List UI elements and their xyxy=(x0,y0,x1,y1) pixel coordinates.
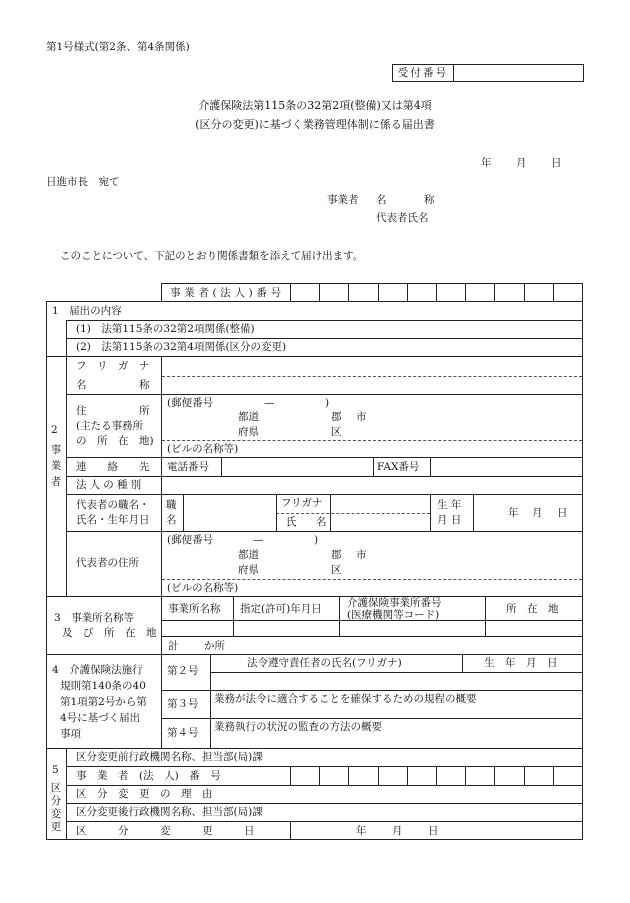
s1-option-1[interactable]: (1) 法第115条の32第2項関係(整備) xyxy=(76,323,255,335)
shi-label: 市 xyxy=(356,411,367,423)
address-label-3: の 所 在 地) xyxy=(76,435,154,447)
s4-birth-label: 生 年 月 日 xyxy=(484,657,558,669)
addressee: 日進市長 宛て xyxy=(46,176,120,188)
tel-label: 電話番号 xyxy=(167,461,209,473)
s4-no2: 第２号 xyxy=(167,665,199,677)
postal-label: (郵便番号 xyxy=(167,397,214,409)
gun-label: 郡 xyxy=(331,411,342,423)
address-label-1: 住 所 xyxy=(76,405,150,417)
rep-ku-label: 区 xyxy=(331,564,342,576)
s4-no3: 第３号 xyxy=(167,698,199,710)
rep-postal-dash: — xyxy=(253,534,264,546)
rep-address-label: 代表者の住所 xyxy=(76,557,139,569)
rep-postal-label: (郵便番号 xyxy=(167,534,214,546)
address-label-2: (主たる事務所 xyxy=(76,420,144,432)
operator-label: 事業者 xyxy=(327,194,359,206)
digit-box-divider xyxy=(378,283,379,301)
operator-name-label-2: 称 xyxy=(424,194,435,206)
s4-label-3: 第1項第2号から第 xyxy=(60,696,147,708)
rep-gun-label: 郡 xyxy=(331,549,342,561)
fax-label: FAX番号 xyxy=(377,461,420,473)
digit-box-divider xyxy=(348,283,349,301)
s4-label-4: 4号に基づく届出 xyxy=(60,712,141,724)
s5-date-label: 区 分 変 更 日 xyxy=(76,825,255,837)
s3-col-name: 事業所名称 xyxy=(168,603,221,615)
rep-label-2: 氏名・生年月日 xyxy=(76,514,150,526)
s1-option-2[interactable]: (2) 法第115条の32第4項関係(区分の変更) xyxy=(76,341,287,353)
birth-label-2: 月 日 xyxy=(437,514,462,526)
s2-number: 2 xyxy=(51,424,58,436)
s5-number: 5 xyxy=(52,764,59,776)
s4-label-5: 事項 xyxy=(60,728,81,740)
corp-type-label: 法人の種別 xyxy=(76,479,145,491)
rep-title-label-1: 職 xyxy=(166,499,177,511)
digit-box-divider xyxy=(553,283,554,301)
digit-box-divider xyxy=(524,766,525,785)
s4-rule-label: 業務が法令に適合することを確保するための規程の概要 xyxy=(214,693,477,705)
s5-before-label: 区分変更前行政機関名称、担当部(局)課 xyxy=(76,751,263,763)
s5-date-month: 月 xyxy=(392,825,403,837)
rep-name-label-1: 氏 xyxy=(286,516,297,528)
digit-box-divider xyxy=(348,766,349,785)
s5-date-day: 日 xyxy=(428,825,439,837)
s5-side-label: 区分変更 xyxy=(50,782,62,833)
s5-after-label: 区分変更後行政機関名称、担当部(局)課 xyxy=(76,806,263,818)
digit-box-divider xyxy=(524,283,525,301)
s3-col-location: 所 在 地 xyxy=(506,603,559,615)
tel-field[interactable] xyxy=(224,459,371,474)
s3-label-2: 及 び 所 在 地 xyxy=(62,627,157,639)
todo-label: 都道 xyxy=(238,411,259,423)
s3-total-2: か所 xyxy=(204,640,225,652)
postal-close: ) xyxy=(325,397,330,409)
corp-type-field[interactable] xyxy=(164,478,580,493)
fuken-label: 府県 xyxy=(238,426,259,438)
fax-field[interactable] xyxy=(433,459,580,474)
digit-box-divider xyxy=(407,766,408,785)
rep-label-1: 代表者の職名・ xyxy=(76,499,150,511)
rep-furigana-label: フリガナ xyxy=(281,497,323,509)
s4-officer-label: 法令遵守責任者の氏名(フリガナ) xyxy=(247,657,402,669)
s4-no4: 第４号 xyxy=(167,727,199,739)
digit-box-divider xyxy=(465,283,466,301)
representative-name-label: 代表者氏名 xyxy=(376,212,429,224)
s3-label-1: 3 事業所名称等 xyxy=(54,612,135,624)
digit-box-divider xyxy=(407,283,408,301)
receipt-number-label: 受付番号 xyxy=(393,65,454,81)
form-title-line1: 介護保険法第115条の32第2項(整備)又は第4項 xyxy=(198,99,432,112)
rep-birth-year: 年 xyxy=(508,507,519,519)
ku-label: 区 xyxy=(331,426,342,438)
rep-building-label: (ビルの名称等) xyxy=(167,582,239,594)
digit-box-divider xyxy=(494,283,495,301)
building-label: (ビルの名称等) xyxy=(167,443,239,455)
operator-name-label-1: 名 xyxy=(376,194,387,206)
digit-box-divider xyxy=(319,766,320,785)
s3-col-no-1: 介護保険事業所番号 xyxy=(347,597,442,609)
s3-col-no-2: (医療機関等コード) xyxy=(347,609,440,621)
s2-side-label: 事業者 xyxy=(50,444,62,488)
digit-box-divider xyxy=(436,283,437,301)
furigana-label: フ リ ガ ナ xyxy=(76,360,150,372)
rep-fuken-label: 府県 xyxy=(238,564,259,576)
digit-box-divider xyxy=(436,766,437,785)
furigana-field[interactable] xyxy=(164,358,580,374)
digit-box-divider xyxy=(494,766,495,785)
s4-label-1: 4 介護保険法施行 xyxy=(52,664,143,676)
s5-reason-label: 区 分 変 更 の 理 由 xyxy=(76,788,213,800)
form-number: 第1号様式(第2条、第4条関係) xyxy=(46,41,190,53)
digit-box-divider xyxy=(465,766,466,785)
s4-audit-label: 業務執行の状況の監査の方法の概要 xyxy=(214,721,382,733)
rep-title-label-2: 名 xyxy=(166,514,177,526)
corp-number-label: 事業者(法人)番号 xyxy=(170,287,285,299)
rep-birth-month: 月 xyxy=(532,507,543,519)
s3-total-1: 計 xyxy=(168,640,179,652)
birth-label-1: 生 年 xyxy=(437,499,462,511)
receipt-number-box xyxy=(392,64,584,82)
s5-date-year: 年 xyxy=(356,825,367,837)
postal-dash: — xyxy=(264,397,275,409)
s1-title: 1 届出の内容 xyxy=(52,305,122,317)
rep-birth-day: 日 xyxy=(557,507,568,519)
receipt-number-field[interactable] xyxy=(455,66,580,80)
s5-corp-no-label: 事 業 者 (法 人) 番 号 xyxy=(76,770,221,782)
name-label: 名 称 xyxy=(76,379,150,391)
date-day: 日 xyxy=(551,157,562,169)
date-month: 月 xyxy=(516,157,527,169)
intro-text: このことについて、下記のとおり関係書類を添えて届け出ます。 xyxy=(60,250,364,262)
digit-box-divider xyxy=(553,766,554,785)
form-title-line2: (区分の変更)に基づく業務管理体制に係る届出書 xyxy=(195,118,435,131)
s3-col-date: 指定(許可)年月日 xyxy=(240,603,322,615)
rep-shi-label: 市 xyxy=(356,549,367,561)
date-year: 年 xyxy=(481,157,492,169)
s4-label-2: 規則第140条の40 xyxy=(60,680,146,692)
name-field[interactable] xyxy=(164,378,580,393)
contact-label: 連 絡 先 xyxy=(76,461,150,473)
rep-postal-close: ) xyxy=(314,534,319,546)
rep-name-label-2: 名 xyxy=(316,516,327,528)
digit-box-divider xyxy=(319,283,320,301)
digit-box-divider xyxy=(378,766,379,785)
rep-todo-label: 都道 xyxy=(238,549,259,561)
